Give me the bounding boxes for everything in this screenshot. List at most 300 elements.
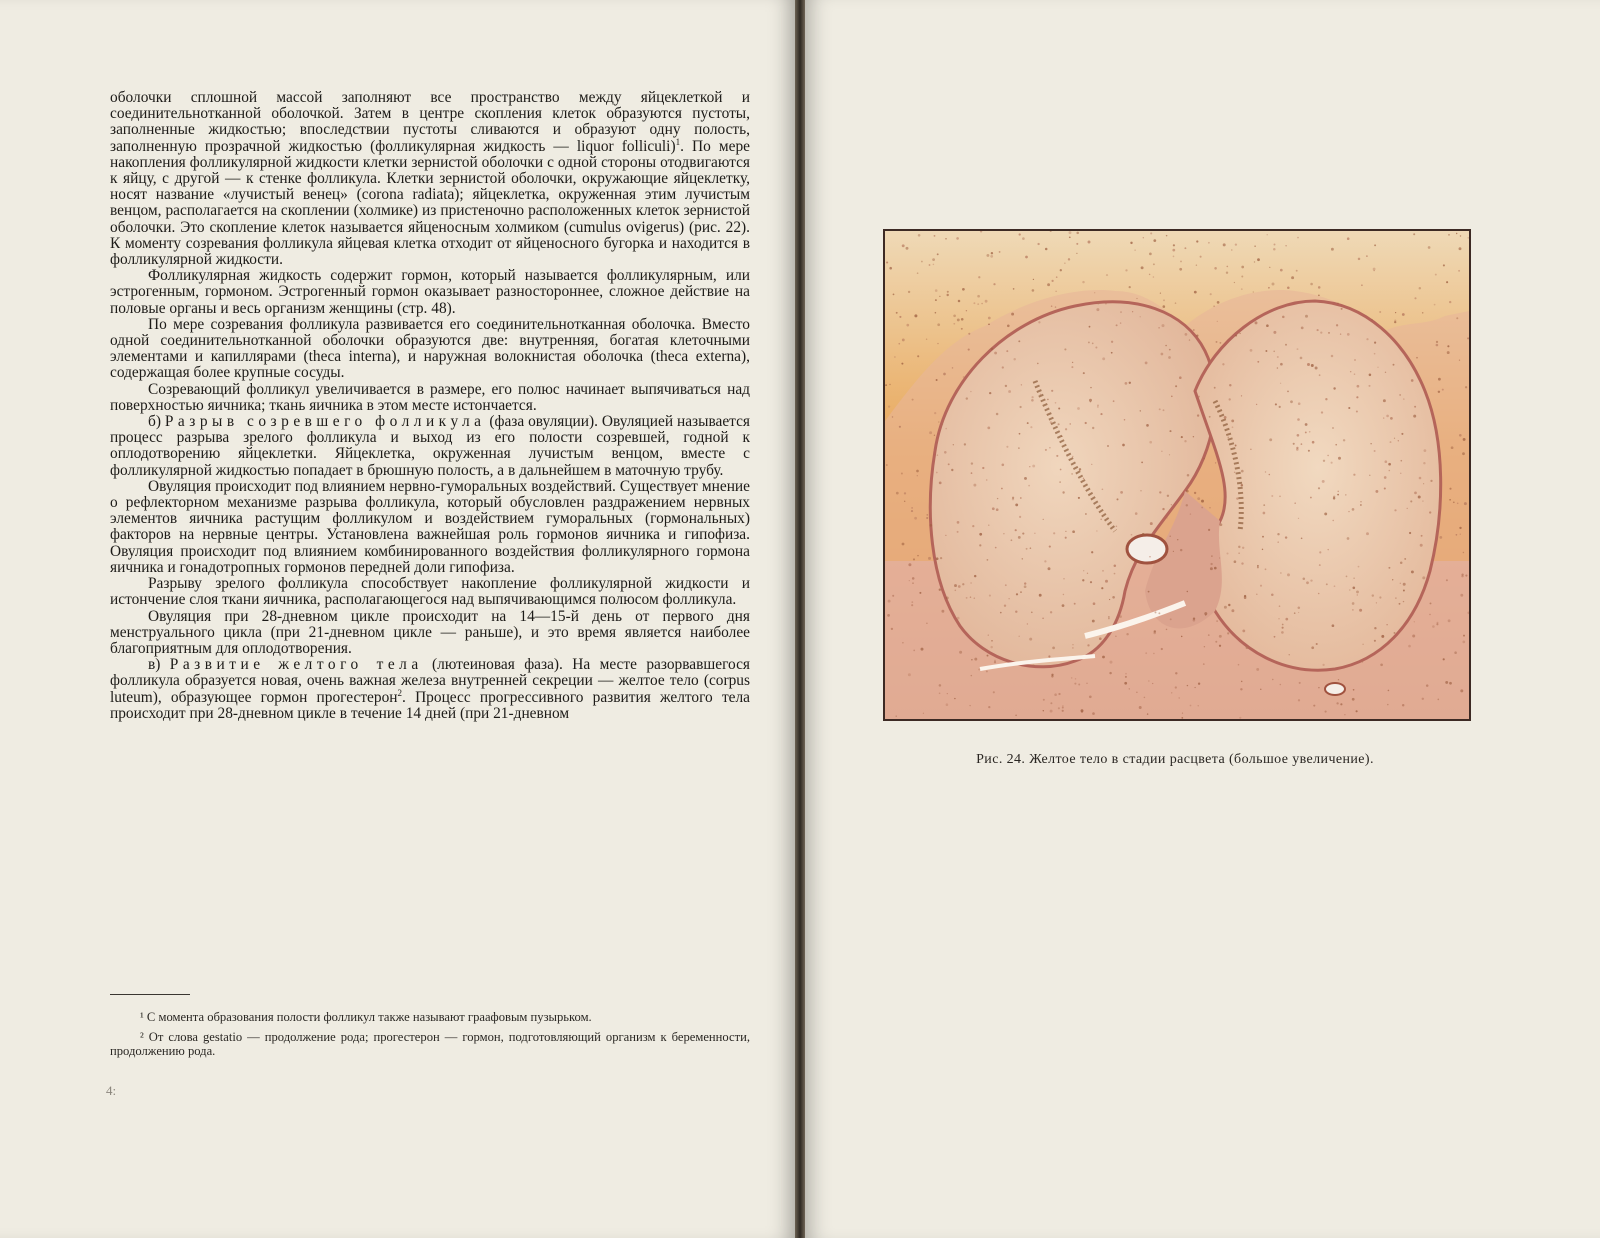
nucleus-dot [937,323,940,326]
nucleus-dot [904,492,906,494]
nucleus-dot [929,264,931,266]
nucleus-dot [1092,620,1095,623]
nucleus-dot [957,521,960,524]
nucleus-dot [1463,552,1464,553]
figure-caption: Рис. 24. Желтое тело в стадии расцвета (большое увеличение). [976,752,1374,767]
nucleus-dot [1126,633,1128,635]
nucleus-dot [1298,518,1299,519]
nucleus-dot [1214,567,1217,570]
nucleus-dot [1047,399,1049,401]
nucleus-dot [1357,594,1358,595]
nucleus-dot [1239,717,1241,719]
nucleus-dot [1301,537,1303,539]
nucleus-dot [994,660,996,662]
nucleus-dot [988,706,990,708]
text-run: . Процесс прогрессивного развития желтого тела происходит при 28-дневном цикле в течение 14 дней (при 21-дневном [110,688,751,722]
nucleus-dot [929,524,932,527]
nucleus-dot [1400,583,1401,584]
nucleus-dot [966,397,968,399]
nucleus-dot [1325,711,1327,713]
nucleus-dot [1297,348,1299,350]
nucleus-dot [899,316,901,318]
nucleus-dot [1004,605,1006,607]
nucleus-dot [935,312,937,314]
nucleus-dot [1404,558,1406,560]
nucleus-dot [1065,531,1066,532]
nucleus-dot [908,563,911,566]
nucleus-dot [1414,492,1417,495]
nucleus-dot [1449,682,1452,685]
nucleus-dot [1162,324,1165,327]
nucleus-dot [1125,673,1127,675]
nucleus-dot [947,291,949,293]
nucleus-dot [1424,449,1427,452]
nucleus-dot [937,253,939,255]
nucleus-dot [1395,312,1396,313]
nucleus-dot [1348,511,1349,512]
nucleus-dot [1319,564,1321,566]
nucleus-dot [1048,567,1051,570]
nucleus-dot [912,399,914,401]
nucleus-dot [1185,333,1188,336]
nucleus-dot [997,498,998,499]
nucleus-dot [1187,591,1188,592]
nucleus-dot [1215,462,1216,463]
nucleus-dot [1124,682,1127,685]
nucleus-dot [1447,345,1449,347]
nucleus-dot [1024,582,1026,584]
nucleus-dot [943,373,946,376]
nucleus-dot [1334,585,1336,587]
nucleus-dot [1043,710,1044,711]
nucleus-dot [1366,532,1369,535]
nucleus-dot [933,264,935,266]
nucleus-dot [1285,245,1286,246]
nucleus-dot [1051,280,1053,282]
nucleus-dot [941,610,944,613]
nucleus-dot [1235,335,1237,337]
nucleus-dot [1321,411,1323,413]
nucleus-dot [934,412,936,414]
nucleus-dot [1056,276,1058,278]
nucleus-dot [1226,266,1228,268]
nucleus-dot [1120,311,1122,313]
nucleus-dot [1166,235,1168,237]
nucleus-dot [1416,357,1418,359]
nucleus-dot [1195,687,1196,688]
nucleus-dot [1265,350,1267,352]
paragraph [110,90,750,268]
nucleus-dot [1454,651,1457,654]
nucleus-dot [1384,476,1387,479]
nucleus-dot [1055,306,1056,307]
nucleus-dot [1253,291,1254,292]
nucleus-dot [1062,710,1064,712]
nucleus-dot [1273,351,1275,353]
nucleus-dot [1194,291,1197,294]
nucleus-dot [1031,611,1033,613]
nucleus-dot [1344,714,1345,715]
nucleus-dot [944,451,947,454]
nucleus-dot [1231,419,1234,422]
nucleus-dot [1463,635,1465,637]
nucleus-dot [1285,618,1288,621]
nucleus-dot [1446,281,1448,283]
nucleus-dot [1131,534,1133,536]
nucleus-dot [1297,434,1300,437]
nucleus-dot [1172,249,1175,252]
nucleus-dot [1357,385,1360,388]
nucleus-dot [1306,581,1309,584]
nucleus-dot [1282,316,1285,319]
nucleus-dot [987,559,989,561]
nucleus-dot [1352,609,1354,611]
nucleus-dot [935,289,938,292]
left-page [0,0,795,1238]
nucleus-dot [1029,466,1030,467]
nucleus-dot [1390,441,1392,443]
nucleus-dot [962,288,965,291]
nucleus-dot [961,318,964,321]
nucleus-dot [1388,463,1391,466]
nucleus-dot [1311,646,1314,649]
nucleus-dot [1109,672,1111,674]
nucleus-dot [1457,503,1459,505]
nucleus-dot [1310,579,1312,581]
nucleus-dot [1229,384,1231,386]
nucleus-dot [1140,410,1141,411]
nucleus-dot [1015,529,1017,531]
nucleus-dot [1231,609,1234,612]
corpus-luteum-drawing [885,231,1469,719]
nucleus-dot [1119,615,1122,618]
nucleus-dot [1373,268,1376,271]
nucleus-dot [1018,636,1020,638]
nucleus-dot [1043,699,1045,701]
nucleus-dot [1374,627,1376,629]
nucleus-dot [1347,237,1350,240]
nucleus-dot [953,444,954,445]
nucleus-dot [953,314,956,317]
nucleus-dot [1435,274,1437,276]
nucleus-dot [1197,414,1199,416]
nucleus-dot [1074,603,1076,605]
nucleus-dot [971,462,973,464]
nucleus-dot [1235,445,1237,447]
nucleus-dot [1447,351,1450,354]
nucleus-dot [1318,286,1321,289]
nucleus-dot [1394,319,1396,321]
nucleus-dot [1319,551,1321,553]
nucleus-dot [939,692,941,694]
nucleus-dot [1115,635,1117,637]
nucleus-dot [1369,374,1372,377]
nucleus-dot [1020,591,1022,593]
nucleus-dot [1040,394,1041,395]
nucleus-dot [1198,683,1200,685]
paragraph [110,576,750,608]
nucleus-dot [945,535,946,536]
footnotes [110,1010,750,1064]
nucleus-dot [919,592,921,594]
nucleus-dot [918,234,921,237]
nucleus-dot [1340,333,1341,334]
nucleus-dot [1430,602,1432,604]
section-heading-spaced: Разрыв созревшего фолликула [164,413,486,431]
nucleus-dot [1209,416,1211,418]
nucleus-dot [1392,579,1393,580]
nucleus-dot [911,507,913,509]
nucleus-dot [1265,471,1266,472]
nucleus-dot [1116,525,1118,527]
nucleus-dot [936,472,938,474]
nucleus-dot [1146,424,1149,427]
nucleus-dot [1331,462,1333,464]
nucleus-dot [1257,565,1259,567]
nucleus-dot [929,431,932,434]
nucleus-dot [1223,243,1226,246]
text-run: . По мере накопления фолликулярной жидкости клетки зернистой оболочки с одной стороны отодвигаются к яйцу, с другой — к стенке фолликула. Клетки зернистой оболочки, окружающие яйцеклетку, носят название «лучистый венец» (corona radiata); яйцеклетка, окруженная этим лучистым венцом, располагается на скоплении (холмике) из пристеночно расположенных клеток зернистой оболочки. Это скопление клеток называется яйценосным холмиком (cumulus ovigerus) (рис. 22). К моменту созревания фолликула яйцевая клетка отходит от яйценосного бугорка и находится в фолликулярной жидкости. [110,137,751,269]
nucleus-dot [894,356,896,358]
nucleus-dot [893,294,895,296]
nucleus-dot [1158,327,1160,329]
nucleus-dot [1235,243,1237,245]
nucleus-dot [1277,367,1279,369]
nucleus-dot [1256,404,1257,405]
nucleus-dot [1387,704,1388,705]
nucleus-dot [1352,508,1355,511]
nucleus-dot [946,703,949,706]
nucleus-dot [1175,302,1177,304]
nucleus-dot [1171,396,1173,398]
nucleus-dot [902,338,905,341]
nucleus-dot [1193,619,1196,622]
nucleus-dot [1274,636,1276,638]
nucleus-dot [1193,329,1195,331]
nucleus-dot [1260,689,1261,690]
nucleus-dot [986,254,989,257]
nucleus-dot [1071,366,1073,368]
nucleus-dot [1400,473,1401,474]
nucleus-dot [1148,591,1150,593]
nucleus-dot [1358,566,1360,568]
nucleus-dot [1399,603,1401,605]
nucleus-dot [1210,567,1213,570]
nucleus-dot [1282,624,1284,626]
nucleus-dot [989,392,991,394]
nucleus-dot [1385,460,1388,463]
nucleus-dot [1414,621,1415,622]
nucleus-dot [989,595,991,597]
nucleus-dot [1255,321,1258,324]
nucleus-dot [1386,415,1389,418]
nucleus-dot [1273,248,1276,251]
nucleus-dot [1050,710,1053,713]
nucleus-dot [1403,590,1405,592]
nucleus-dot [1429,511,1431,513]
nucleus-dot [901,363,903,365]
nucleus-dot [1256,593,1258,595]
nucleus-dot [1108,618,1110,620]
nucleus-dot [1305,423,1308,426]
nucleus-dot [1411,570,1414,573]
nucleus-dot [1060,469,1062,471]
nucleus-dot [1008,390,1011,393]
nucleus-dot [1332,427,1334,429]
nucleus-dot [1234,282,1235,283]
nucleus-dot [1408,645,1411,648]
nucleus-dot [1241,484,1243,486]
nucleus-dot [1460,689,1463,692]
nucleus-dot [1429,614,1430,615]
nucleus-dot [1085,422,1087,424]
nucleus-dot [1120,322,1121,323]
nucleus-dot [1337,494,1339,496]
nucleus-dot [938,421,939,422]
nucleus-dot [1102,488,1104,490]
nucleus-dot [1383,417,1384,418]
nucleus-dot [1268,287,1270,289]
nucleus-dot [1461,573,1463,575]
nucleus-dot [1311,364,1314,367]
nucleus-dot [1155,611,1157,613]
nucleus-dot [1393,364,1395,366]
nucleus-dot [1184,440,1186,442]
nucleus-dot [1296,447,1298,449]
nucleus-dot [1117,498,1119,500]
nucleus-dot [926,514,928,516]
nucleus-dot [1234,560,1237,563]
nucleus-dot [886,464,888,466]
nucleus-dot [1034,533,1035,534]
nucleus-dot [1375,490,1378,493]
nucleus-dot [1107,445,1109,447]
nucleus-dot [1277,533,1279,535]
nucleus-dot [1422,312,1424,314]
nucleus-dot [1282,627,1284,629]
nucleus-dot [1409,532,1411,534]
nucleus-dot [1372,594,1374,596]
nucleus-dot [1100,519,1102,521]
nucleus-dot [1062,491,1064,493]
nucleus-dot [1058,693,1060,695]
nucleus-dot [1290,400,1293,403]
nucleus-dot [1250,449,1251,450]
nucleus-dot [957,531,959,533]
nucleus-dot [979,533,982,536]
nucleus-dot [914,314,917,317]
nucleus-dot [1011,539,1013,541]
nucleus-dot [1333,497,1335,499]
nucleus-dot [954,698,955,699]
nucleus-dot [1422,576,1425,579]
nucleus-dot [948,463,950,465]
nucleus-dot [1462,641,1465,644]
nucleus-dot [912,582,913,583]
nucleus-dot [1072,456,1073,457]
nucleus-dot [1426,684,1429,687]
nucleus-dot [1049,546,1051,548]
nucleus-dot [1278,618,1279,619]
nucleus-dot [1050,421,1052,423]
nucleus-dot [902,244,905,247]
nucleus-dot [1331,248,1334,251]
nucleus-dot [1456,317,1458,319]
nucleus-dot [896,492,899,495]
nucleus-dot [1059,481,1060,482]
nucleus-dot [974,658,977,661]
nucleus-dot [1291,276,1294,279]
nucleus-dot [979,544,981,546]
nucleus-dot [926,338,927,339]
nucleus-dot [977,295,980,298]
nucleus-dot [1077,407,1080,410]
nucleus-dot [1449,488,1451,490]
nucleus-dot [971,472,973,474]
nucleus-dot [1360,504,1362,506]
nucleus-dot [898,343,900,345]
nucleus-dot [1443,264,1445,266]
nucleus-dot [1423,483,1424,484]
nucleus-dot [1423,462,1425,464]
nucleus-dot [993,691,995,693]
nucleus-dot [1020,497,1022,499]
nucleus-dot [1332,520,1333,521]
nucleus-dot [1016,593,1018,595]
blood-vessel [1127,535,1167,563]
nucleus-dot [973,302,975,304]
nucleus-dot [888,600,891,603]
nucleus-dot [1109,599,1110,600]
nucleus-dot [1032,664,1034,666]
nucleus-dot [1208,242,1210,244]
nucleus-dot [921,261,923,263]
nucleus-dot [1181,636,1183,638]
nucleus-dot [1141,266,1144,269]
nucleus-dot [1001,488,1003,490]
nucleus-dot [1449,301,1451,303]
nucleus-dot [963,376,965,378]
nucleus-dot [891,628,893,630]
nucleus-dot [1082,281,1084,283]
nucleus-dot [1316,643,1318,645]
nucleus-dot [1048,655,1050,657]
footnote-2: ² От слова gestatio — продолжение рода; прогестерон — гормон, подготовляющий организм к беременности, продолжению рода. [110,1030,750,1058]
nucleus-dot [964,443,966,445]
nucleus-dot [1031,399,1034,402]
nucleus-dot [1187,685,1188,686]
nucleus-dot [1181,717,1183,719]
nucleus-dot [1325,398,1327,400]
nucleus-dot [1171,504,1172,505]
nucleus-dot [1403,583,1406,586]
nucleus-dot [1089,695,1092,698]
nucleus-dot [1370,443,1371,444]
nucleus-dot [1204,646,1205,647]
nucleus-dot [1438,391,1440,393]
nucleus-dot [1181,436,1183,438]
nucleus-dot [1125,382,1128,385]
nucleus-dot [1019,433,1021,435]
text-run: Созревающий фолликул увеличивается в размере, его полюс начинает выпячиваться над поверхностью яичника; ткань яичника в этом месте истончается. [110,380,750,414]
nucleus-dot [1285,536,1287,538]
nucleus-dot [1232,426,1234,428]
nucleus-dot [1022,533,1024,535]
nucleus-dot [935,299,937,301]
nucleus-dot [956,237,959,240]
nucleus-dot [972,525,974,527]
nucleus-dot [1224,416,1227,419]
